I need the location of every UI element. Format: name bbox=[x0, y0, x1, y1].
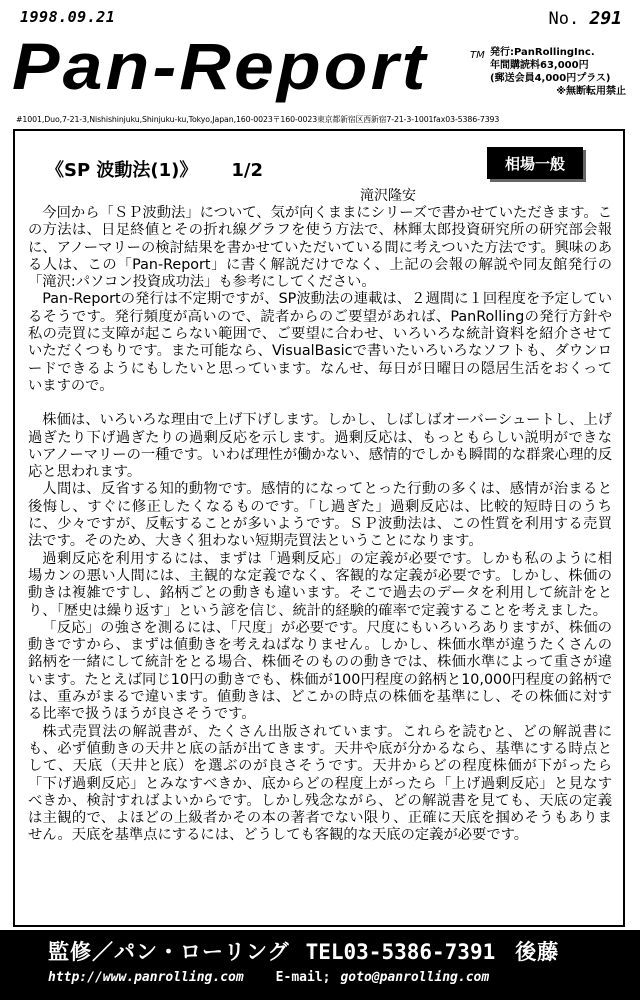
phone-number: TEL03-5386-7391 bbox=[305, 940, 496, 964]
address-line: #1001,Duo,7-21-3,Nishishinjuku,Shinjuku-ku,Tokyo,Japan,160-0023〒160-0023東京都新宿区西新宿7-21-3-1001fax03-5386-7393 bbox=[16, 115, 500, 124]
masthead-logo: Pan-Report bbox=[12, 29, 429, 103]
website-link[interactable]: http://www.panrolling.com bbox=[48, 970, 244, 985]
paragraph: 今回から「ＳＰ波動法」について、気が向くままにシリーズで書かせていただきます。この方法は、日足終値とその折れ線グラフを使う方法で、林輝太郎投資研究所の研究部会報に、アノーマリーの検討結果を書かせていただいている間に考えついた方法です。興味のある人は、この「Pan-Report」に書く解説だけでなく、上記の会報の解説や同友館発行の「滝沢:パソコン投資成功法」も参考にしてください。 bbox=[28, 205, 612, 291]
article-body bbox=[28, 205, 612, 845]
title-text: 《SP 波動法(1)》 bbox=[46, 160, 198, 181]
issue-date: 1998.09.21 bbox=[20, 8, 116, 26]
issue-value: 291 bbox=[589, 8, 622, 29]
paragraph: 株式売買法の解説書が、たくさん出版されています。これらを読むと、どの解説書にも、必ず値動きの天井と底の話が出てきます。天井や底が分かるなら、基準にする時点として、天底（天井と底）を選ぶのが良さそうです。天井からどの程度株価が下がったら「下げ過剰反応」とみなすべきか、底からどの程度上がったら「上げ過剰反応」と見なすべきか、検討すればよいからです。しかし残念ながら、どの解説書を見ても、天底の定義は主観的で、よほどの上級者かその本の著者でない限り、正確に天底を掴めそうもありません。天底を基準点にするには、どうしても客観的な天底の定義が必要です。 bbox=[28, 723, 612, 844]
trademark-mark: TM bbox=[470, 50, 485, 61]
paragraph: 過剰反応を利用するには、まずは「過剰反応」の定義が必要です。しかも私のように相場カンの悪い人間には、主観的な定義でなく、客観的な定義が必要です。しかし、株価の動きは複雑ですし、銘柄ごとの動きも違います。そこで過去のデータを利用して統計をとり、「歴史は繰り返す」という諺を信じ、統計的経験的確率で定義することを考えました。 bbox=[28, 550, 612, 619]
email-label: E-mail; bbox=[275, 970, 331, 985]
contact-links bbox=[48, 970, 489, 985]
subscription-fee: 年間購読料63,000円 bbox=[490, 60, 589, 71]
issue-number bbox=[549, 8, 622, 29]
top-line bbox=[14, 8, 626, 28]
email-link[interactable]: goto@panrolling.com bbox=[340, 970, 490, 985]
author-name: 滝沢隆安 bbox=[360, 188, 416, 204]
issue-label: No. bbox=[548, 9, 580, 29]
no-reprint-note: ※無断転用禁止 bbox=[556, 86, 626, 97]
supervision-line bbox=[48, 936, 559, 966]
publisher-line: 発行:PanRollingInc. bbox=[490, 47, 595, 58]
paragraph: Pan-Reportの発行は不定期ですが、SP波動法の連載は、２週間に１回程度を予定しているそうです。発行頻度が高いので、読者からのご要望があれば、PanRollingの発行方針や私の売買に支障が起こらない範囲で、ご要望に合わせ、いろいろな統計資料を紹介させていただくつもりです。また可能なら、VisualBasicで書いたいろいろなソフトも、ダウンロードできるようにもしたいと思っています。なんせ、毎日が日曜日の隠居生活をおくっていますので。 bbox=[28, 291, 612, 394]
paragraph: 株価は、いろいろな理由で上げ下げします。しかし、しばしばオーバーシュートし、上げ過ぎたり下げ過ぎたりの過剰反応を示します。過剰反応は、もっともらしい説明ができないアノーマリーの一種です。いわば理性が働かない、感情的でしかも瞬間的な群衆心理的反応と思われます。 bbox=[28, 412, 612, 481]
paragraph: 「反応」の強さを測るには、「尺度」が必要です。尺度にもいろいろありますが、株価の動きですから、まずは値動きを考えねばなりません。しかし、株価水準が違うたくさんの銘柄を一緒にして統計をとる場合、株価そのものの動きでは、株価水準によって重さが違います。たとえば同じ10円の動きでも、株価が100円程度の銘柄と10,000円程度の銘柄では、重みがまるで違います。値動きは、どこかの時点の株価を基準にし、その株価に対する比率で扱うほうが良さそうです。 bbox=[28, 619, 612, 723]
paragraph: 人間は、反省する知的動物です。感情的になってとった行動の多くは、感情が治まると後悔し、すぐに修正したくなるものです。「し過ぎた」過剰反応は、比較的短時日のうちに、少々ですが、反転することが多いようです。ＳＰ波動法は、この性質を利用する売買法です。そのため、大きく狙わない短期売買法ということになります。 bbox=[28, 481, 612, 550]
category-badge: 相場一般 bbox=[487, 147, 583, 179]
article-title bbox=[46, 156, 263, 182]
part-number: 1/2 bbox=[231, 160, 264, 181]
publisher-info bbox=[490, 46, 636, 98]
contact-name: 後藤 bbox=[515, 940, 560, 964]
footer-bar bbox=[0, 930, 640, 1000]
mail-member-fee: (郵送会員4,000円プラス) bbox=[490, 73, 611, 84]
supervisor: 監修／パン・ローリング bbox=[48, 940, 290, 964]
